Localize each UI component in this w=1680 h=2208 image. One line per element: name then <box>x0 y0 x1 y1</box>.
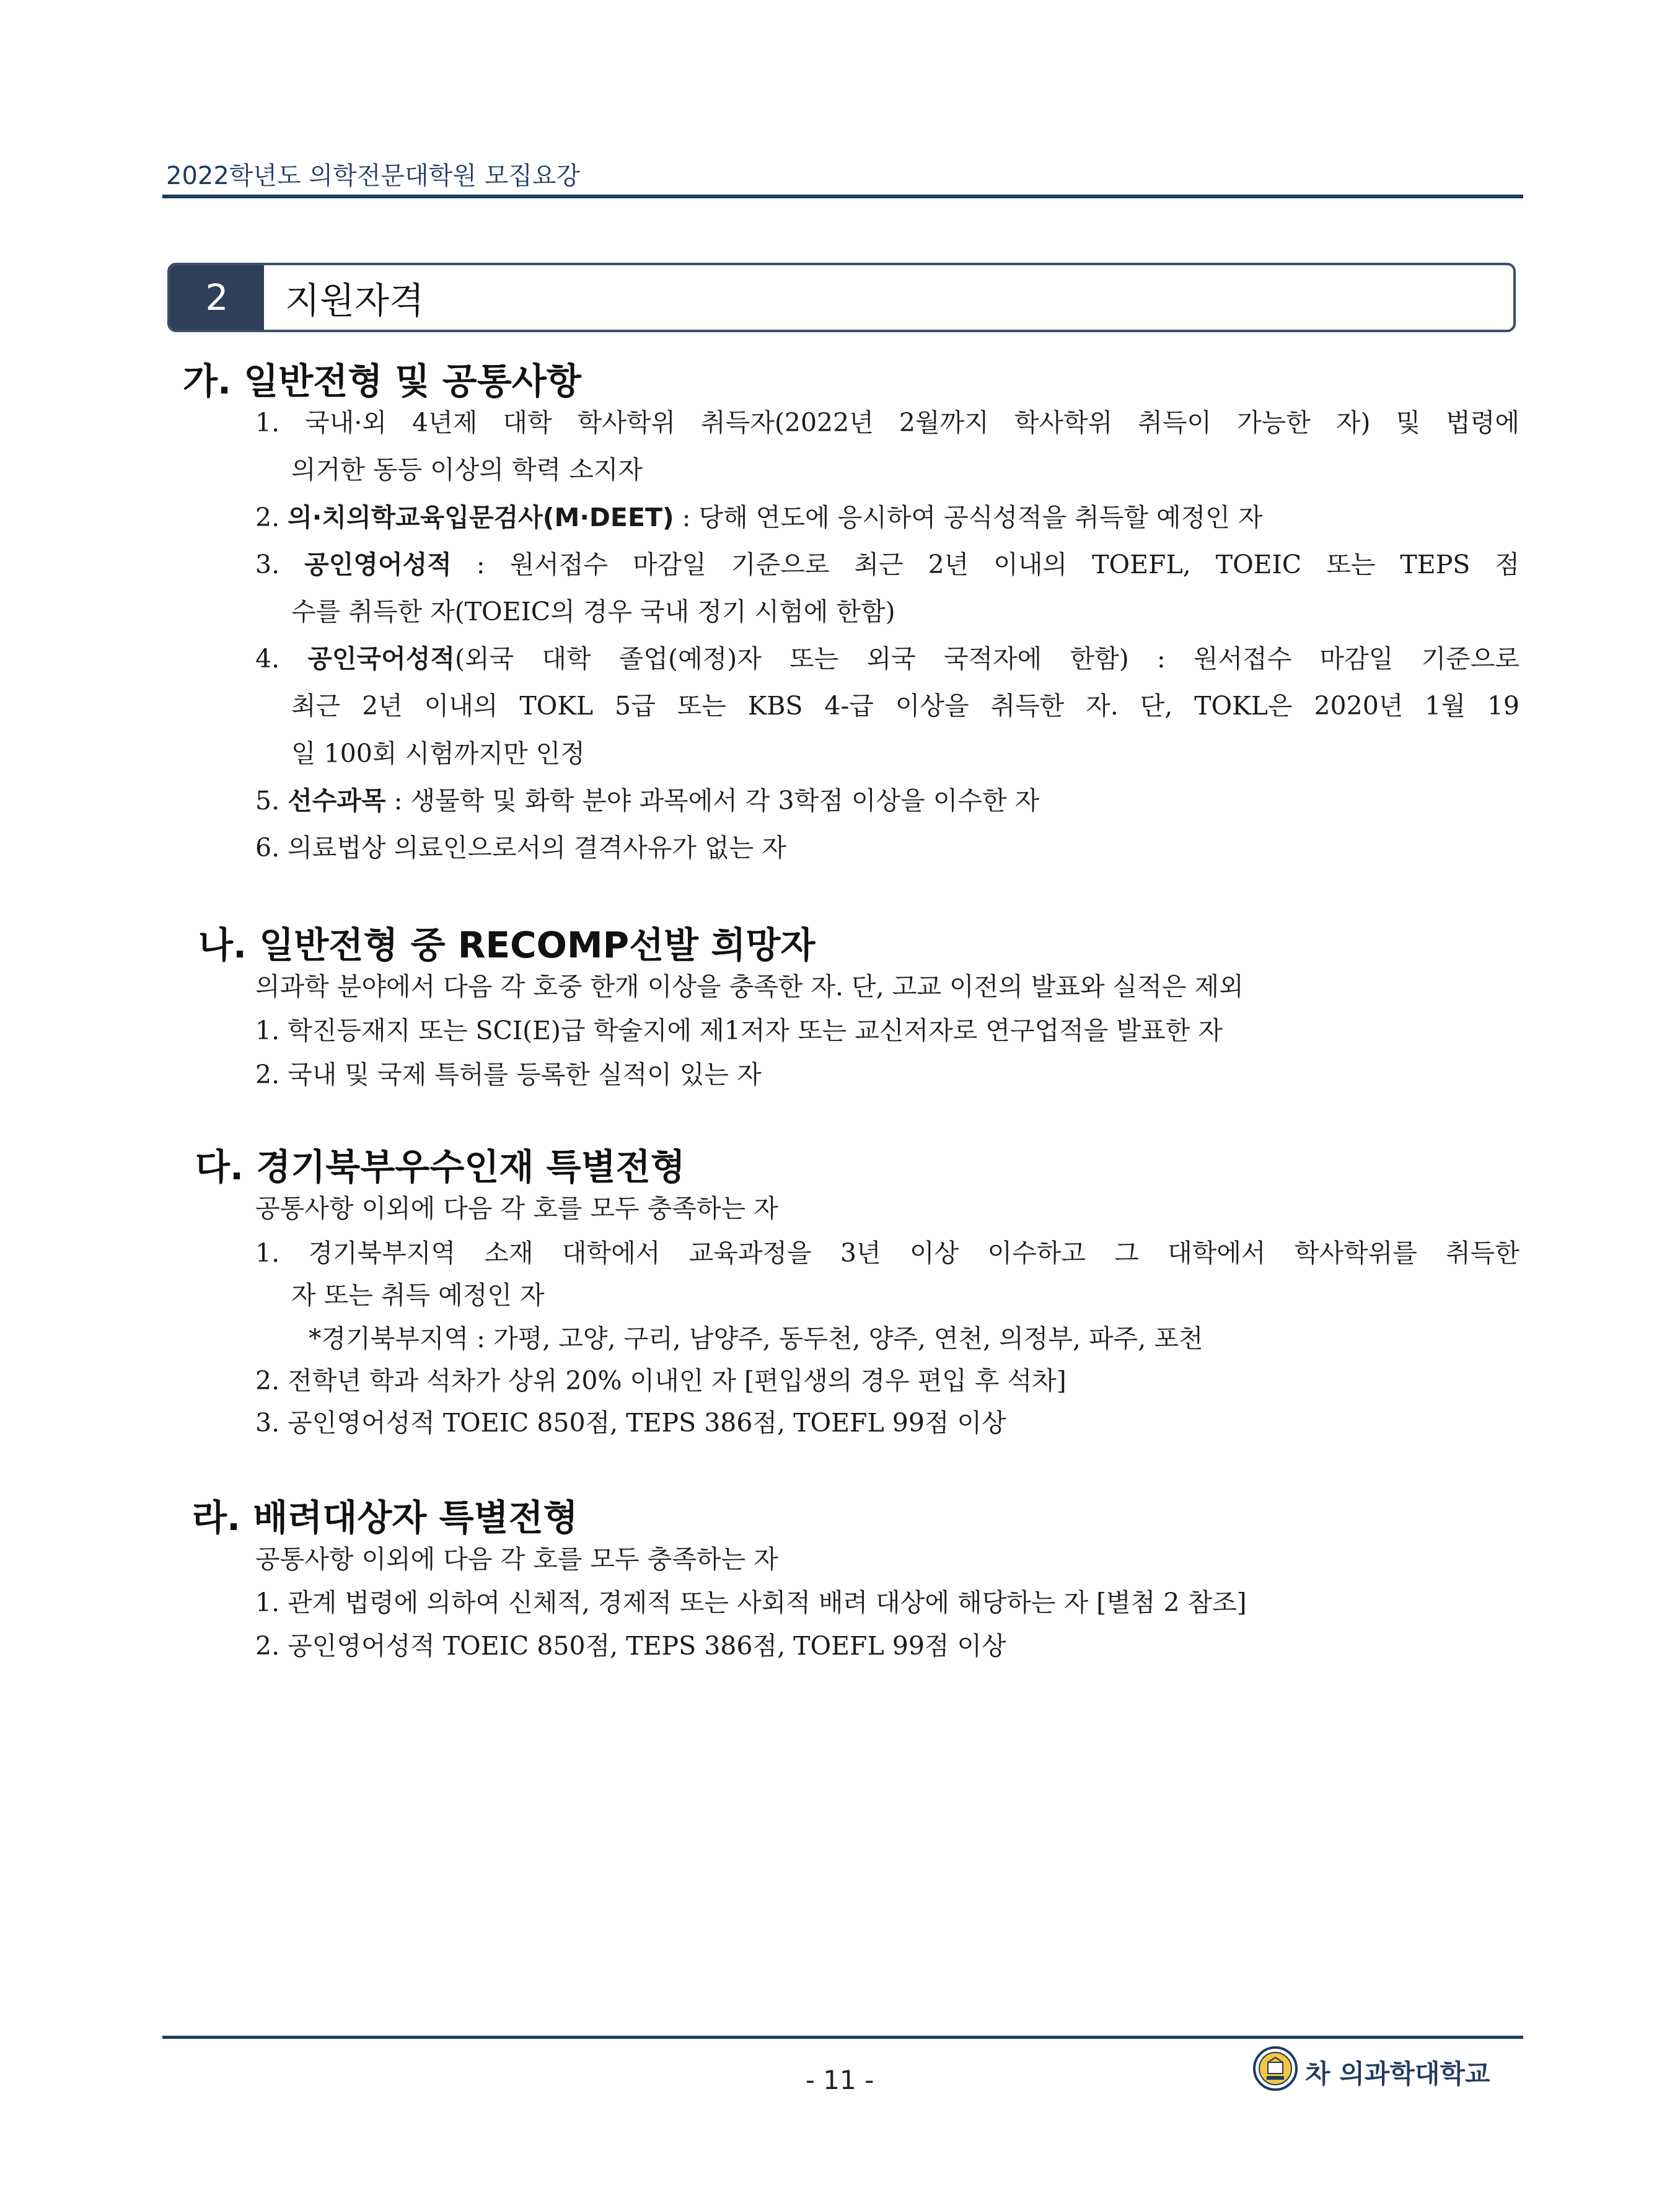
na-item-1: 1. 학진등재지 또는 SCI(E)급 학술지에 제1저자 또는 교신저자로 연구업적을 발표한 자 <box>255 1016 1223 1045</box>
section-number: 2 <box>170 265 264 330</box>
subsection-heading-ra: 라. 배려대상자 특별전형 <box>192 1497 578 1539</box>
footer-divider <box>162 2036 1523 2039</box>
da-item-1-line-1: 1. 경기북부지역 소재 대학에서 교육과정을 3년 이상 이수하고 그 대학에서 학사학위를 취득한 <box>255 1238 1519 1268</box>
university-seal-icon <box>1253 2046 1298 2091</box>
ga-item-4-line-1: 4. 공인국어성적(외국 대학 졸업(예정)자 또는 외국 국적자에 한함) : 원서접수 마감일 기준으로 <box>255 644 1519 674</box>
ga-item-3-line-2: 수를 취득한 자(TOEIC의 경우 국내 정기 시험에 한함) <box>291 597 895 627</box>
na-intro: 의과학 분야에서 다음 각 호중 한개 이상을 충족한 자. 단, 고교 이전의 발표와 실적은 제외 <box>255 972 1244 1001</box>
section-banner <box>167 263 1516 332</box>
ga-item-4-line-3: 일 100회 시험까지만 인정 <box>291 739 585 768</box>
subsection-heading-na: 나. 일반전형 중 RECOMP선발 희망자 <box>198 924 816 966</box>
ga-item-5: 5. 선수과목 : 생물학 및 화학 분야 과목에서 각 3학점 이상을 이수한 자 <box>255 786 1040 816</box>
university-name: 차 의과학대학교 <box>1305 2059 1490 2089</box>
ga-item-6: 6. 의료법상 의료인으로서의 결격사유가 없는 자 <box>255 833 786 863</box>
ga-item-4-line-2: 최근 2년 이내의 TOKL 5급 또는 KBS 4-급 이상을 취득한 자. 단, TOKL은 2020년 1월 19 <box>291 691 1519 721</box>
da-item-3: 3. 공인영어성적 TOEIC 850점, TEPS 386점, TOEFL 99점 이상 <box>255 1408 1006 1438</box>
ga-item-2: 2. 의·치의학교육입문검사(M·DEET) : 당해 연도에 응시하여 공식성적을 취득할 예정인 자 <box>255 503 1263 532</box>
da-item-1-line-2: 자 또는 취득 예정인 자 <box>291 1280 545 1310</box>
na-item-2: 2. 국내 및 국제 특허를 등록한 실적이 있는 자 <box>255 1060 762 1089</box>
ra-item-1: 1. 관계 법령에 의하여 신체적, 경제적 또는 사회적 배려 대상에 해당하는 자 [별첨 2 참조] <box>255 1588 1247 1617</box>
subsection-heading-ga: 가. 일반전형 및 공통사항 <box>183 360 581 402</box>
da-region-note: *경기북부지역 : 가평, 고양, 구리, 남양주, 동두천, 양주, 연천, 의정부, 파주, 포천 <box>309 1324 1203 1353</box>
subsection-heading-da: 다. 경기북부우수인재 특별전형 <box>195 1146 685 1188</box>
document-header-title: 2022학년도 의학전문대학원 모집요강 <box>166 162 581 190</box>
ra-item-2: 2. 공인영어성적 TOEIC 850점, TEPS 386점, TOEFL 99점 이상 <box>255 1631 1006 1661</box>
da-item-2: 2. 전학년 학과 석차가 상위 20% 이내인 자 [편입생의 경우 편입 후 석차] <box>255 1366 1066 1396</box>
ga-item-1-line-2: 의거한 동등 이상의 학력 소지자 <box>291 455 643 485</box>
da-intro: 공통사항 이외에 다음 각 호를 모두 충족하는 자 <box>255 1194 778 1223</box>
ga-item-3-line-1: 3. 공인영어성적 : 원서접수 마감일 기준으로 최근 2년 이내의 TOEFL, TOEIC 또는 TEPS 점 <box>255 550 1519 579</box>
ga-item-1-line-1: 1. 국내·외 4년제 대학 학사학위 취득자(2022년 2월까지 학사학위 취득이 가능한 자) 및 법령에 <box>255 408 1519 438</box>
page-number: - 11 - <box>805 2065 874 2095</box>
ra-intro: 공통사항 이외에 다음 각 호를 모두 충족하는 자 <box>255 1544 778 1574</box>
header-divider <box>162 195 1523 198</box>
section-title: 지원자격 <box>285 279 424 322</box>
